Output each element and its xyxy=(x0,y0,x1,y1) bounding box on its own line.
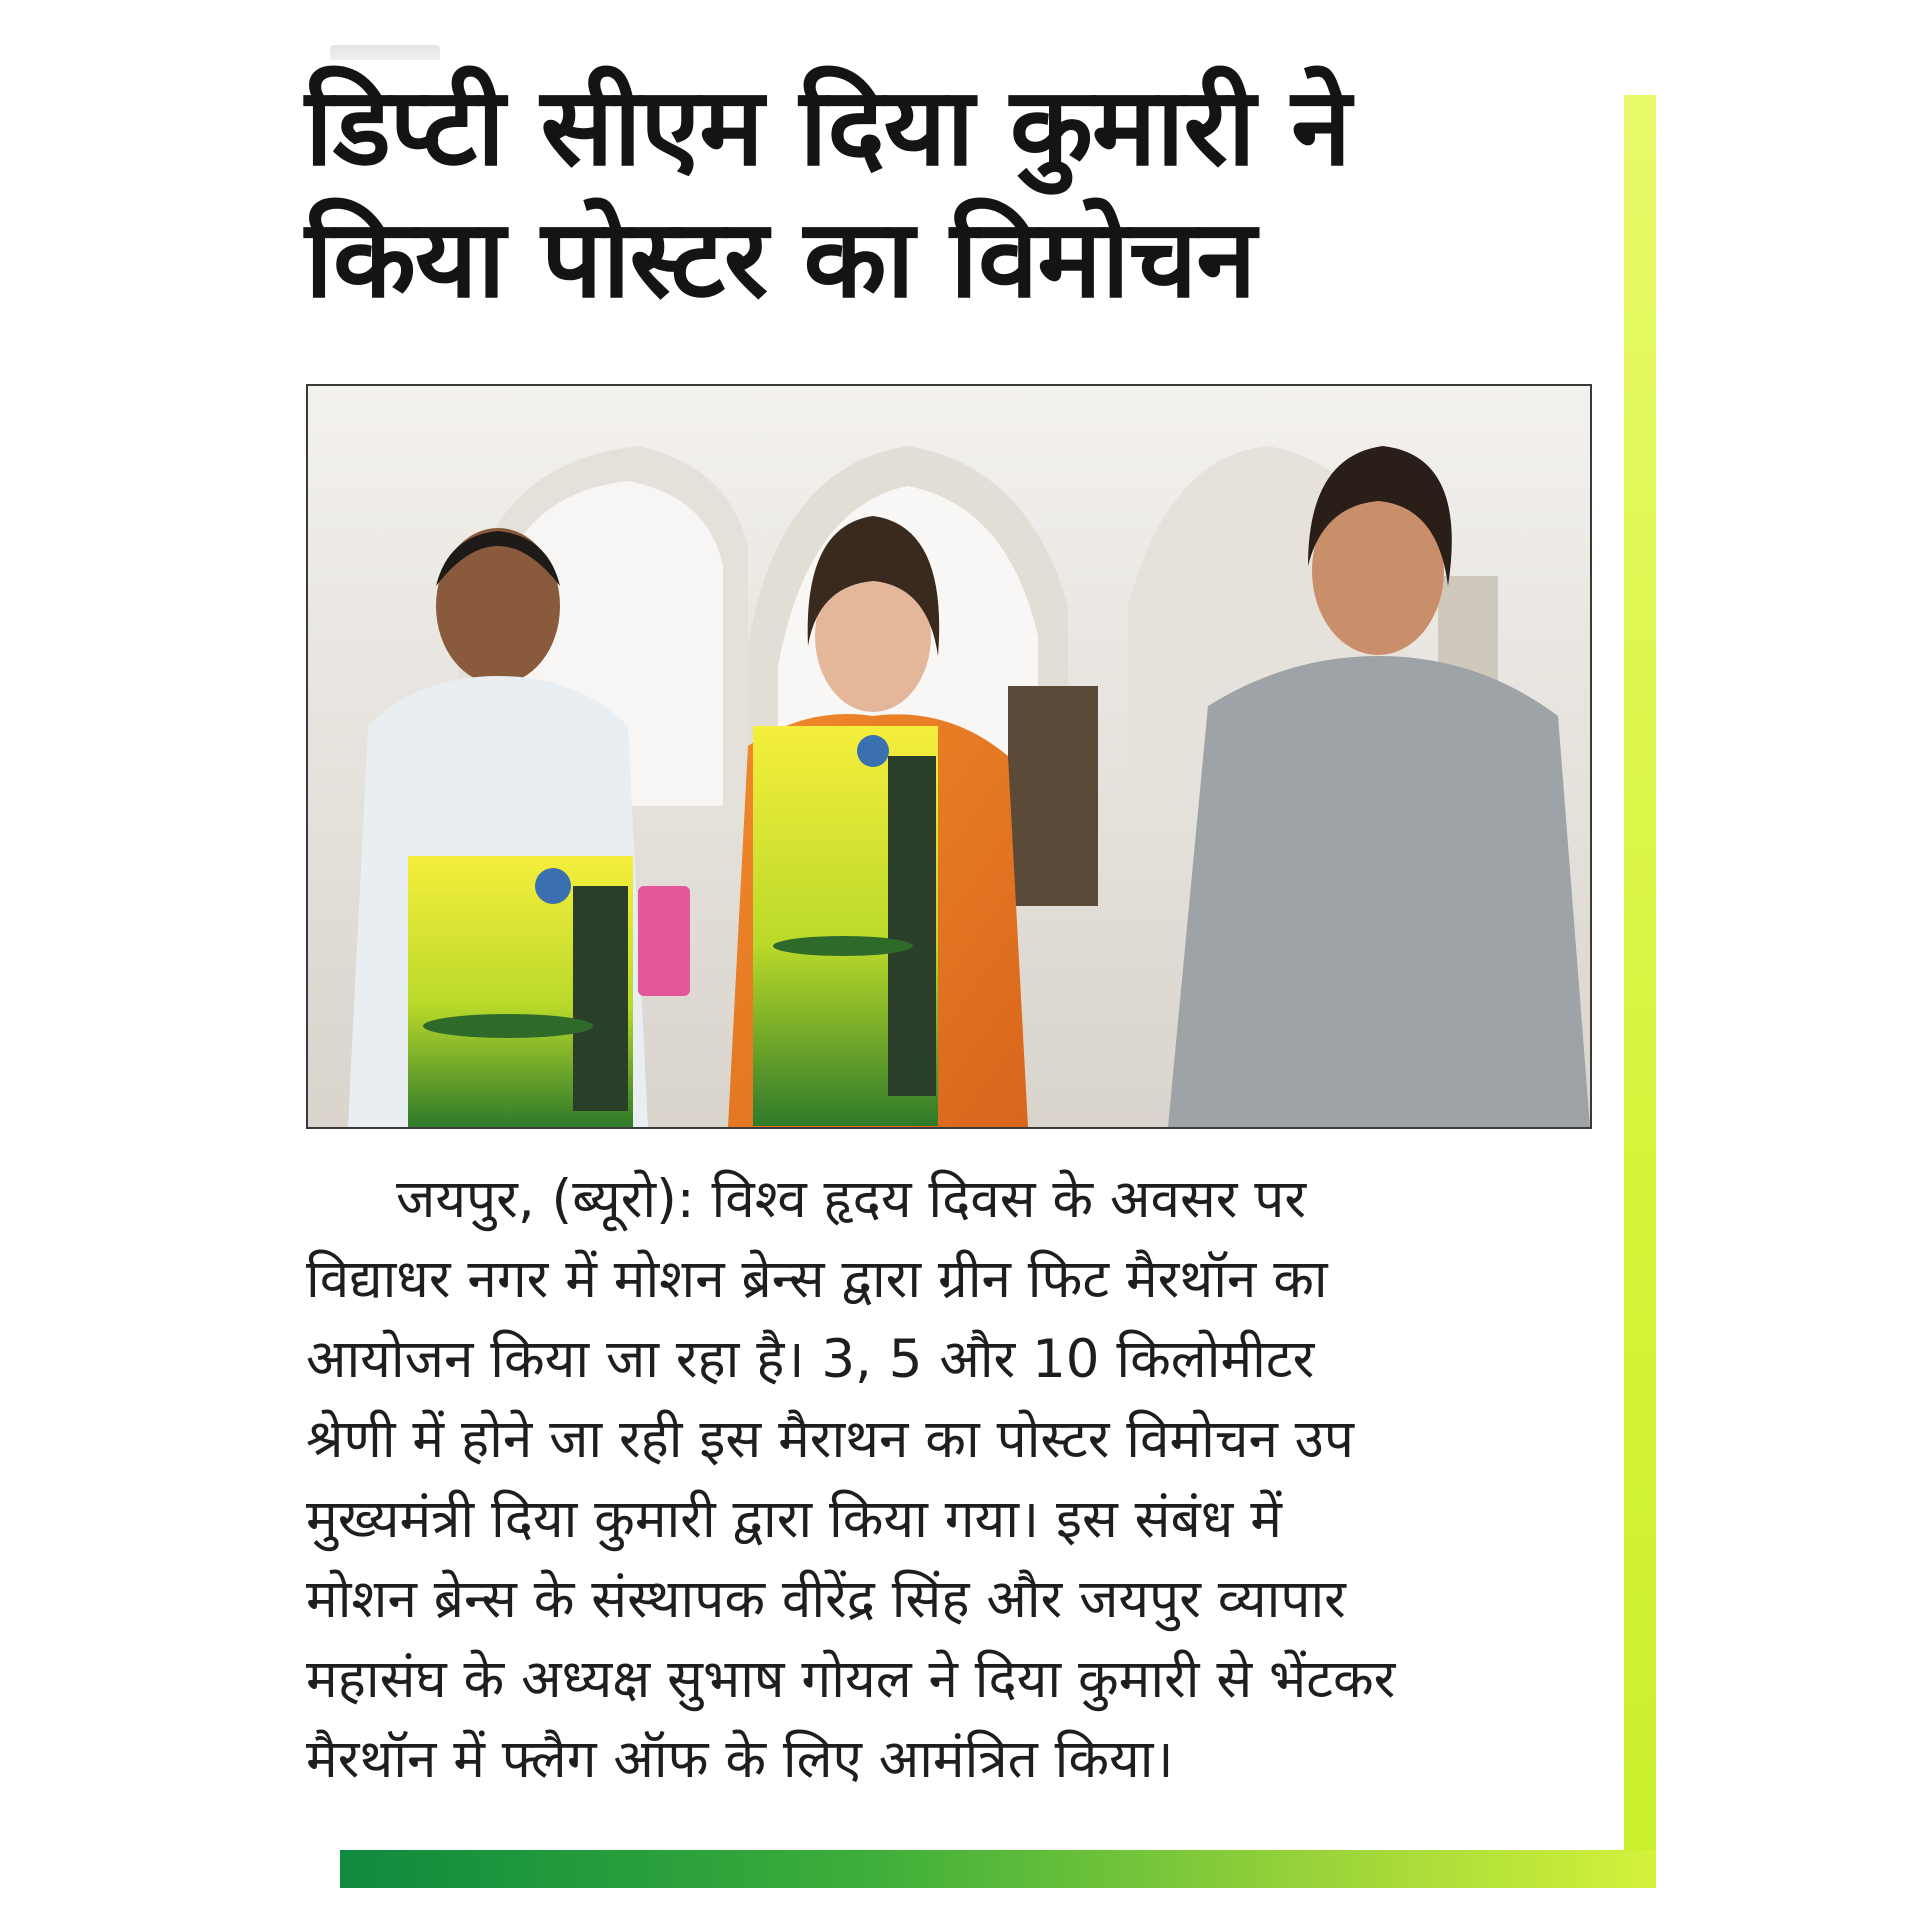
headline xyxy=(305,62,1605,326)
article-line: मैरथॉन में फ्लैग ऑफ के लिए आमंत्रित किया। xyxy=(306,1729,1174,1790)
headline-line-2: किया पोस्टर का विमोचन xyxy=(305,197,1256,322)
article-line: जयपुर, (ब्यूरो): विश्व हृदय दिवस के अवसर पर xyxy=(396,1169,1307,1230)
headline-line-1: डिप्टी सीएम दिया कुमारी ने xyxy=(305,65,1351,190)
article-line: श्रेणी में होने जा रही इस मैराथन का पोस्टर विमोचन उप xyxy=(306,1409,1354,1470)
article-body xyxy=(306,1160,1598,1800)
news-photo xyxy=(306,384,1592,1129)
accent-border-bottom xyxy=(340,1850,1656,1888)
article-line: महासंघ के अध्यक्ष सुभाष गोयल ने दिया कुमारी से भेंटकर xyxy=(306,1649,1396,1710)
article-line: विद्याधर नगर में मोशन ब्रेन्स द्वारा ग्रीन फिट मैरथॉन का xyxy=(306,1249,1328,1310)
article-line: मुख्यमंत्री दिया कुमारी द्वारा किया गया। इस संबंध में xyxy=(306,1489,1282,1550)
article-line: आयोजन किया जा रहा है। 3, 5 और 10 किलोमीटर xyxy=(306,1329,1315,1390)
accent-border-right xyxy=(1624,95,1656,1888)
article-line: मोशन ब्रेन्स के संस्थापक वीरेंद्र सिंह और जयपुर व्यापार xyxy=(306,1569,1346,1630)
